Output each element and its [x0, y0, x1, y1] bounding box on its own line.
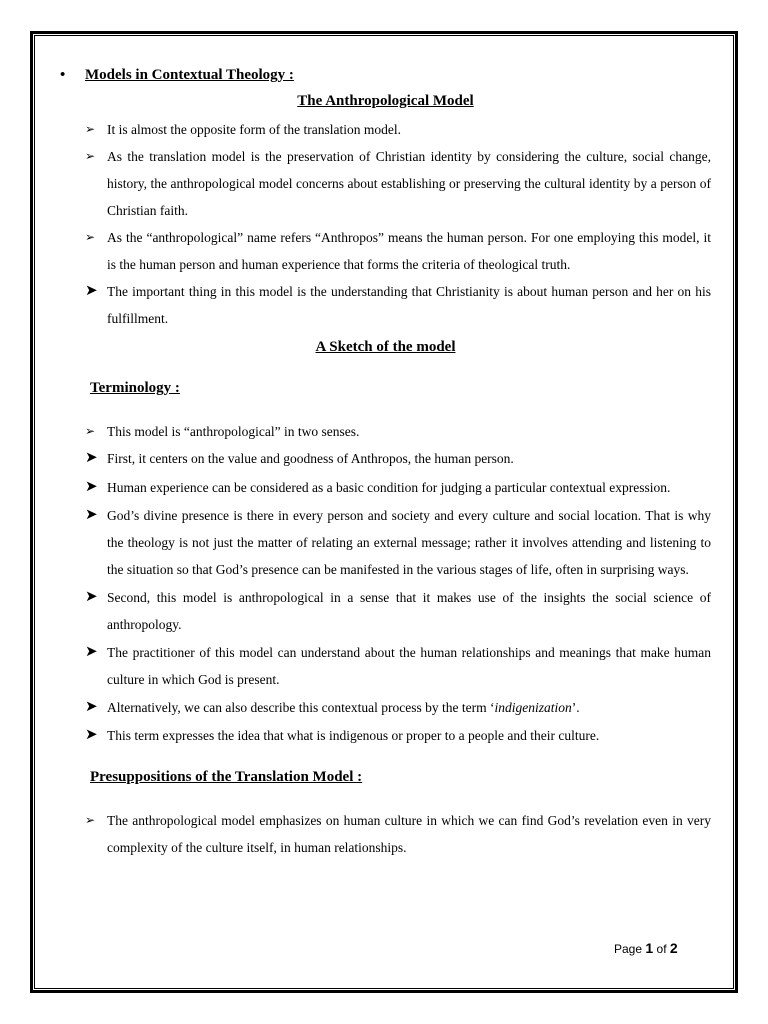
arrow-bullet-icon: ➢ [85, 813, 96, 827]
list-item: ➢ It is almost the opposite form of the translation model. [60, 116, 711, 143]
list-item: ➢ This model is “anthropological” in two senses. [60, 418, 711, 445]
list-item: ➤ Second, this model is anthropological in a sense that it makes use of the insights the social science of anthropology. [60, 584, 711, 638]
list-item: ➤ God’s divine presence is there in every person and society and every culture and social location. That is why the theology is not just the matter of relating an external message; rather it involves attending and listening to the situation so that God’s presence can be manifested in the various stages of life, often in surprising ways. [60, 502, 711, 583]
arrow-bullet-icon: ➢ [85, 122, 96, 136]
arrow-bullet-icon: ➤ [85, 283, 98, 299]
list-item: ➤ The practitioner of this model can understand about the human relationships and meanings that make human culture in which God is present. [60, 639, 711, 693]
list-item: ➤ This term expresses the idea that what is indigenous or proper to a people and their culture. [60, 722, 711, 749]
arrow-bullet-icon: ➢ [85, 424, 96, 438]
terminology-list [60, 418, 711, 749]
arrow-bullet-icon: ➤ [85, 644, 98, 660]
list-item: ➤ Human experience can be considered as a basic condition for judging a particular contextual expression. [60, 474, 711, 501]
list-item: ➢ The anthropological model emphasizes on human culture in which we can find God’s revelation even in very complexity of the culture itself, in human relationships. [60, 807, 711, 861]
model-title: The Anthropological Model [297, 93, 474, 109]
arrow-bullet-icon: ➤ [85, 699, 98, 715]
intro-list [60, 116, 711, 332]
arrow-bullet-icon: ➢ [85, 230, 96, 244]
terminology-heading: Terminology : [90, 380, 180, 396]
indigenization-term: indigenization [494, 700, 572, 715]
arrow-bullet-icon: ➤ [85, 727, 98, 743]
list-item: ➤ Alternatively, we can also describe this contextual process by the term ‘indigenization’. [60, 694, 711, 721]
list-item: ➤ First, it centers on the value and goodness of Anthropos, the human person. [60, 445, 711, 472]
section-title-text: Models in Contextual Theology : [85, 67, 294, 83]
arrow-bullet-icon: ➤ [85, 507, 98, 523]
arrow-bullet-icon: ➤ [85, 450, 98, 466]
bullet-dot-icon: • [60, 67, 66, 83]
presuppositions-list [60, 807, 711, 861]
page-number: Page 1 of 2 [614, 940, 678, 956]
list-item: ➢ As the “anthropological” name refers “Anthropos” means the human person. For one employing this model, it is the human person and human experience that forms the criteria of theological truth. [60, 224, 711, 278]
arrow-bullet-icon: ➢ [85, 149, 96, 163]
arrow-bullet-icon: ➤ [85, 479, 98, 495]
sketch-title: A Sketch of the model [315, 339, 456, 355]
arrow-bullet-icon: ➤ [85, 589, 98, 605]
section-title [60, 62, 711, 88]
document-body [60, 62, 711, 861]
list-item: ➢ As the translation model is the preservation of Christian identity by considering the culture, social change, history, the anthropological model concerns about establishing or preserving the cultural identity by a person of Christian faith. [60, 143, 711, 224]
presuppositions-heading: Presuppositions of the Translation Model : [90, 769, 363, 785]
list-item: ➤ The important thing in this model is the understanding that Christianity is about human person and her on his fulfillment. [60, 278, 711, 332]
